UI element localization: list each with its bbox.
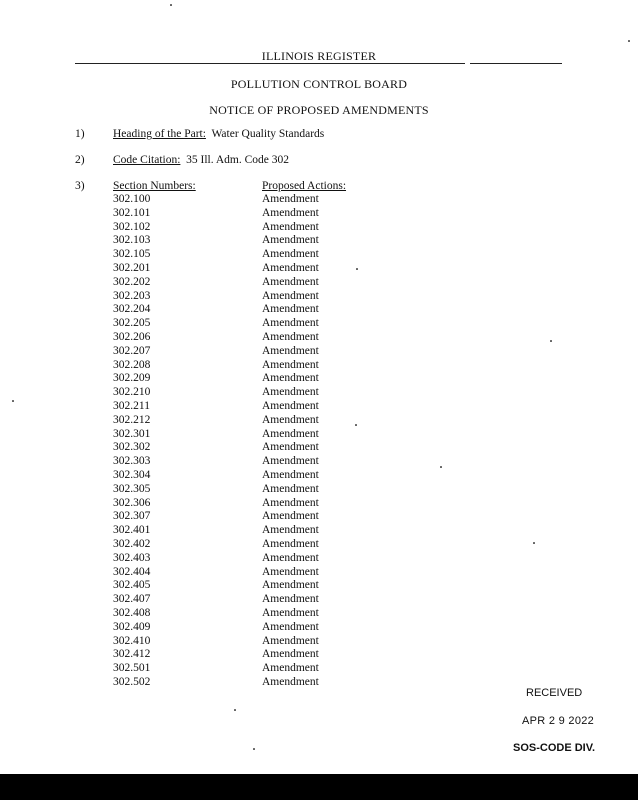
proposed-action: Amendment bbox=[262, 317, 319, 330]
section-row bbox=[113, 303, 382, 317]
section-number: 302.203 bbox=[113, 289, 151, 302]
proposed-action: Amendment bbox=[262, 248, 319, 261]
section-row bbox=[113, 441, 382, 455]
section-number: 302.204 bbox=[113, 303, 151, 316]
section-row bbox=[113, 248, 382, 262]
proposed-action: Amendment bbox=[262, 524, 319, 537]
scan-speck bbox=[550, 340, 552, 342]
section-number: 302.408 bbox=[113, 606, 151, 619]
proposed-action: Amendment bbox=[262, 330, 319, 343]
section-number: 302.208 bbox=[113, 358, 151, 371]
scan-speck bbox=[440, 466, 442, 468]
section-row bbox=[113, 262, 382, 276]
section-row bbox=[113, 331, 382, 345]
section-number: 302.100 bbox=[113, 193, 151, 205]
section-number: 302.206 bbox=[113, 330, 151, 343]
scan-speck bbox=[12, 400, 14, 402]
proposed-action: Amendment bbox=[262, 399, 319, 412]
section-row bbox=[113, 290, 382, 304]
received-date: APR 2 9 2022 bbox=[522, 715, 595, 727]
proposed-action: Amendment bbox=[262, 234, 319, 247]
section-number: 302.412 bbox=[113, 648, 151, 661]
received-stamp: RECEIVED bbox=[526, 687, 583, 699]
section-number: 302.307 bbox=[113, 510, 151, 523]
section-row bbox=[113, 193, 382, 207]
proposed-action: Amendment bbox=[262, 386, 319, 399]
header-rule bbox=[75, 63, 465, 64]
scan-speck bbox=[533, 542, 535, 544]
section-number: 302.211 bbox=[113, 399, 150, 412]
proposed-action: Amendment bbox=[262, 275, 319, 288]
section-row bbox=[113, 635, 382, 649]
item-value: Water Quality Standards bbox=[211, 128, 325, 140]
section-number: 302.103 bbox=[113, 234, 151, 247]
proposed-action: Amendment bbox=[262, 482, 319, 495]
section-number: 302.502 bbox=[113, 675, 151, 688]
proposed-action: Amendment bbox=[262, 648, 319, 661]
proposed-action: Amendment bbox=[262, 579, 319, 592]
section-number: 302.405 bbox=[113, 579, 151, 592]
proposed-actions-heading: Proposed Actions: bbox=[262, 180, 347, 192]
section-number: 302.209 bbox=[113, 372, 151, 385]
proposed-action: Amendment bbox=[262, 593, 319, 606]
section-row bbox=[113, 428, 382, 442]
scan-border-bar bbox=[0, 774, 638, 800]
section-number: 302.210 bbox=[113, 386, 151, 399]
section-row bbox=[113, 207, 382, 221]
section-row bbox=[113, 524, 382, 538]
section-number: 302.101 bbox=[113, 206, 151, 219]
sections-table bbox=[113, 193, 382, 690]
item-value: 35 Ill. Adm. Code 302 bbox=[186, 154, 290, 166]
proposed-action: Amendment bbox=[262, 303, 319, 316]
section-number: 302.501 bbox=[113, 662, 151, 675]
section-numbers-heading: Section Numbers: bbox=[113, 180, 196, 192]
item-label: Heading of the Part: bbox=[113, 128, 206, 140]
section-row bbox=[113, 386, 382, 400]
scan-speck bbox=[356, 268, 358, 270]
section-row bbox=[113, 221, 382, 235]
item-number: 2) bbox=[75, 154, 85, 166]
section-row bbox=[113, 497, 382, 511]
proposed-action: Amendment bbox=[262, 413, 319, 426]
section-number: 302.105 bbox=[113, 248, 151, 261]
proposed-action: Amendment bbox=[262, 662, 319, 675]
section-number: 302.409 bbox=[113, 620, 151, 633]
proposed-action: Amendment bbox=[262, 455, 319, 468]
proposed-action: Amendment bbox=[262, 220, 319, 233]
section-row bbox=[113, 276, 382, 290]
section-number: 302.303 bbox=[113, 455, 151, 468]
proposed-action: Amendment bbox=[262, 606, 319, 619]
proposed-action: Amendment bbox=[262, 193, 319, 205]
section-number: 302.202 bbox=[113, 275, 151, 288]
proposed-action: Amendment bbox=[262, 206, 319, 219]
proposed-action: Amendment bbox=[262, 675, 319, 688]
proposed-action: Amendment bbox=[262, 565, 319, 578]
section-number: 302.201 bbox=[113, 261, 151, 274]
proposed-action: Amendment bbox=[262, 468, 319, 481]
section-row bbox=[113, 483, 382, 497]
item-number: 3) bbox=[75, 180, 85, 192]
section-number: 302.212 bbox=[113, 413, 151, 426]
scan-speck bbox=[628, 40, 630, 42]
section-number: 302.305 bbox=[113, 482, 151, 495]
section-row bbox=[113, 607, 382, 621]
proposed-action: Amendment bbox=[262, 358, 319, 371]
section-row bbox=[113, 234, 382, 248]
section-number: 302.403 bbox=[113, 551, 151, 564]
section-row bbox=[113, 662, 382, 676]
section-row bbox=[113, 648, 382, 662]
section-row bbox=[113, 455, 382, 469]
proposed-action: Amendment bbox=[262, 344, 319, 357]
proposed-action: Amendment bbox=[262, 441, 319, 454]
division-stamp: SOS-CODE DIV. bbox=[513, 742, 596, 754]
section-row bbox=[113, 566, 382, 580]
proposed-action: Amendment bbox=[262, 620, 319, 633]
section-number: 302.402 bbox=[113, 537, 151, 550]
section-number: 302.401 bbox=[113, 524, 151, 537]
item-number: 1) bbox=[75, 128, 85, 140]
section-number: 302.407 bbox=[113, 593, 151, 606]
section-row bbox=[113, 317, 382, 331]
section-number: 302.410 bbox=[113, 634, 151, 647]
section-row bbox=[113, 469, 382, 483]
item-text bbox=[113, 154, 289, 166]
proposed-action: Amendment bbox=[262, 261, 319, 274]
section-number: 302.207 bbox=[113, 344, 151, 357]
section-number: 302.306 bbox=[113, 496, 151, 509]
section-number: 302.102 bbox=[113, 220, 151, 233]
proposed-action: Amendment bbox=[262, 289, 319, 302]
section-row bbox=[113, 593, 382, 607]
section-number: 302.302 bbox=[113, 441, 151, 454]
scan-speck bbox=[355, 424, 357, 426]
section-row bbox=[113, 510, 382, 524]
proposed-action: Amendment bbox=[262, 372, 319, 385]
section-row bbox=[113, 400, 382, 414]
item-label: Code Citation: bbox=[113, 154, 181, 166]
item-text bbox=[113, 128, 324, 140]
proposed-action: Amendment bbox=[262, 537, 319, 550]
proposed-action: Amendment bbox=[262, 634, 319, 647]
section-row bbox=[113, 538, 382, 552]
section-number: 302.301 bbox=[113, 427, 151, 440]
section-number: 302.304 bbox=[113, 468, 151, 481]
section-number: 302.205 bbox=[113, 317, 151, 330]
section-row bbox=[113, 372, 382, 386]
board-title: POLLUTION CONTROL BOARD bbox=[230, 77, 408, 91]
section-row bbox=[113, 579, 382, 593]
scan-speck bbox=[234, 709, 236, 711]
section-number: 302.404 bbox=[113, 565, 151, 578]
section-row bbox=[113, 359, 382, 373]
section-row bbox=[113, 414, 382, 428]
proposed-action: Amendment bbox=[262, 427, 319, 440]
section-row bbox=[113, 552, 382, 566]
section-row bbox=[113, 345, 382, 359]
section-row bbox=[113, 621, 382, 635]
notice-title: NOTICE OF PROPOSED AMENDMENTS bbox=[209, 103, 429, 117]
header-rule-right bbox=[470, 63, 562, 64]
scan-speck bbox=[253, 748, 255, 750]
register-title: ILLINOIS REGISTER bbox=[261, 49, 377, 63]
section-row bbox=[113, 676, 382, 690]
proposed-action: Amendment bbox=[262, 551, 319, 564]
proposed-action: Amendment bbox=[262, 496, 319, 509]
proposed-action: Amendment bbox=[262, 510, 319, 523]
scan-speck bbox=[170, 4, 172, 6]
